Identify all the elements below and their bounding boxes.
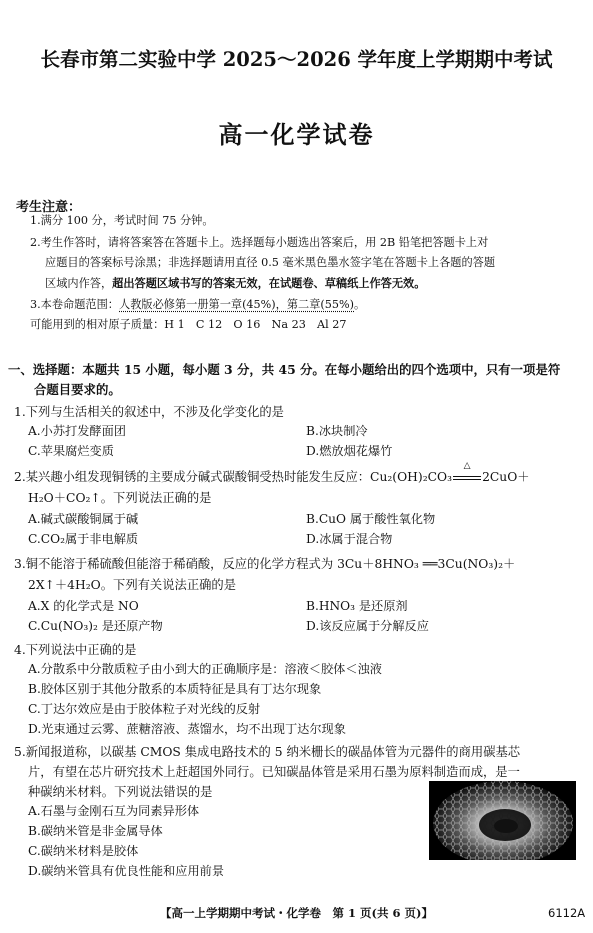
footer-page-info: 【高一上学期期中考试・化学卷 第 1 页(共 6 页)】: [160, 906, 433, 920]
q1-option-a: A.小苏打发酵面团: [28, 424, 126, 438]
notice-item-2-line-1: 2.考生作答时，请将答案答在答题卡上。选择题每小题选出答案后，用 2B 铅笔把答题卡上对: [30, 236, 489, 249]
carbon-nanotube-image: [429, 781, 576, 860]
q1-option-b: B.冰块制冷: [306, 424, 368, 438]
q2-stem-line-2: H₂O＋CO₂↑。下列说法正确的是: [28, 491, 212, 505]
paper-code: 6112A: [548, 906, 586, 920]
q4-option-a: A.分散系中分散质粒子由小到大的正确顺序是：溶液＜胶体＜浊液: [28, 662, 382, 676]
notice-item-3-c: 。: [354, 298, 366, 311]
notice-item-3-scope: 人教版必修第一册第一章(45%)，第二章(55%): [119, 298, 355, 311]
notice-item-3-a: 3.本卷命题范围：: [30, 298, 119, 311]
notice-item-2-emphasis: 超出答题区域书写的答案无效，在试题卷、草稿纸上作答无效。: [112, 276, 426, 290]
q2-condition-arrow: [452, 461, 482, 484]
q3-option-c: C.Cu(NO₃)₂ 是还原产物: [28, 619, 163, 633]
q5-stem-line-3: 种碳纳米材料。下列说法错误的是: [28, 785, 213, 799]
q3-option-d: D.该反应属于分解反应: [306, 619, 429, 633]
notice-item-2-line-3: [45, 274, 425, 293]
q1-option-c: C.苹果腐烂变质: [28, 444, 114, 458]
q1-stem: 1.下列与生活相关的叙述中，不涉及化学变化的是: [14, 405, 284, 419]
q2-option-c: C.CO₂属于非电解质: [28, 532, 139, 546]
section-1-line-2: 合题目要求的。: [34, 382, 121, 397]
q2-stem-line-1-b: 2CuO＋: [482, 470, 530, 484]
q5-option-b: B.碳纳米管是非金属导体: [28, 824, 163, 838]
q2-stem-line-1-a: 2.某兴趣小组发现铜锈的主要成分碱式碳酸铜受热时能发生反应：Cu₂(OH)₂CO₃: [14, 470, 453, 484]
q5-option-c: C.碳纳米材料是胶体: [28, 844, 139, 858]
q3-option-b: B.HNO₃ 是还原剂: [306, 599, 408, 613]
q3-stem-line-1: 3.铜不能溶于稀硫酸但能溶于稀硝酸，反应的化学方程式为 3Cu＋8HNO₃ ══3Cu(NO₃)₂＋: [14, 557, 516, 571]
q2-option-b: B.CuO 属于酸性氧化物: [306, 512, 436, 526]
q4-option-d: D.光束通过云雾、蔗糖溶液、蒸馏水，均不出现丁达尔现象: [28, 722, 346, 736]
q5-option-d: D.碳纳米管具有优良性能和应用前景: [28, 864, 225, 878]
q5-stem-line-2: 片，有望在芯片研究技术上赶超国外同行。已知碳晶体管是采用石墨为原料制造而成，是一: [28, 765, 520, 779]
q2-heat-symbol: △: [463, 461, 471, 471]
q5-option-a: A.石墨与金刚石互为同素异形体: [28, 804, 200, 818]
atomic-masses: 可能用到的相对原子质量：H 1 C 12 O 16 Na 23 Al 27: [30, 318, 347, 331]
notice-item-3: [30, 296, 365, 314]
q2-stem-line-1: [14, 461, 530, 485]
q3-option-a: A.X 的化学式是 NO: [28, 599, 139, 613]
exam-title: 长春市第二实验中学 2025～2026 学年度上学期期中考试: [40, 48, 553, 71]
notice-item-2-line-2: 应题目的答案标号涂黑；非选择题请用直径 0.5 毫米黑色墨水签字笔在答题卡上各题的答题: [45, 256, 496, 269]
nanotube-illustration: [429, 781, 576, 860]
q4-option-c: C.丁达尔效应是由于胶体粒子对光线的反射: [28, 702, 261, 716]
notice-item-1: 1.满分 100 分，考试时间 75 分钟。: [30, 214, 214, 227]
q2-option-a: A.碱式碳酸铜属于碱: [28, 512, 139, 526]
q1-option-d: D.燃放烟花爆竹: [306, 444, 393, 458]
notice-item-2-line-3-a: 区域内作答，: [45, 277, 113, 290]
notice-heading: 考生注意：: [16, 200, 82, 215]
q2-equals-line: [453, 476, 481, 480]
q5-stem-line-1: 5.新闻报道称，以碳基 CMOS 集成电路技术的 5 纳米栅长的碳晶体管为元器件的商用碳基芯: [14, 745, 521, 759]
q4-option-b: B.胶体区别于其他分散系的本质特征是具有丁达尔现象: [28, 682, 322, 696]
subject-title: 高一化学试卷: [218, 120, 375, 149]
q3-stem-line-2: 2X↑＋4H₂O。下列有关说法正确的是: [28, 578, 237, 592]
section-1-line-1: 一、选择题：本题共 15 小题，每小题 3 分，共 45 分。在每小题给出的四个选项中，只有一项是符: [8, 362, 561, 377]
q4-stem: 4.下列说法中正确的是: [14, 643, 137, 657]
q2-option-d: D.冰属于混合物: [306, 532, 393, 546]
